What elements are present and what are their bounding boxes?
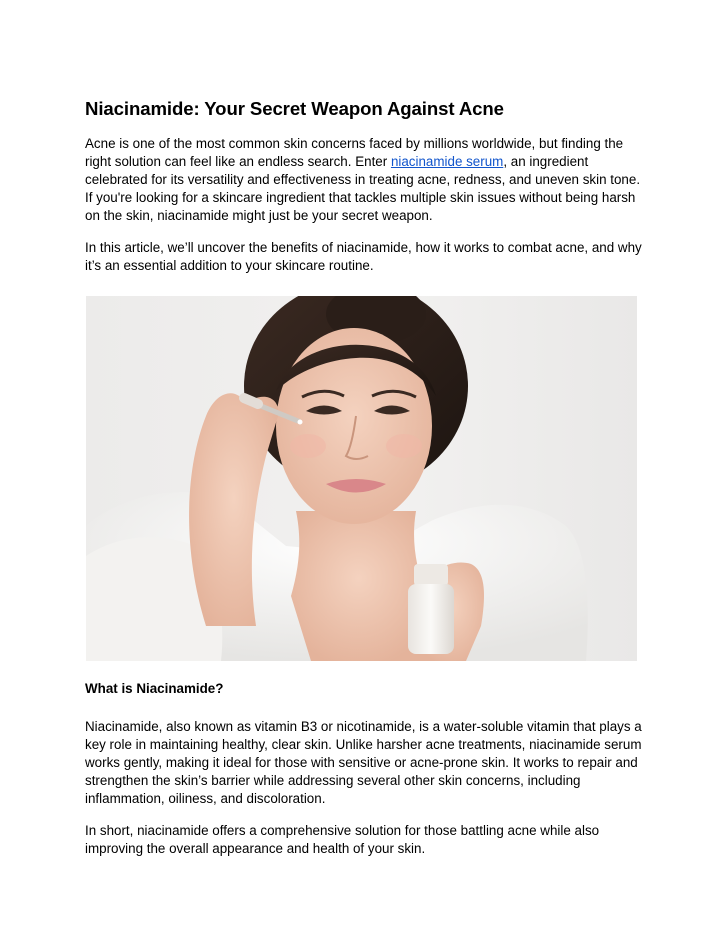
niacinamide-serum-link[interactable]: niacinamide serum bbox=[390, 154, 504, 169]
article-title: Niacinamide: Your Secret Weapon Against Acne bbox=[85, 98, 504, 119]
section-paragraph-2: In short, niacinamide offers a comprehensive solution for those battling acne while also improving the overall appearance and health of your skin. bbox=[85, 823, 600, 856]
intro-paragraph bbox=[85, 135, 645, 225]
intro-text-start: Acne is one of the most common skin concerns faced by millions worldwide, but finding the right solution can feel like an endless search. Enter bbox=[85, 136, 624, 169]
article-body bbox=[85, 96, 645, 872]
photo-illustration bbox=[86, 296, 637, 661]
section-heading-what-is-niacinamide: What is Niacinamide? bbox=[85, 681, 224, 696]
intro-text-end: , an ingredient celebrated for its versatility and effectiveness in treating acne, redness, and uneven skin tone. If you're looking for a skincare ingredient that tackles multiple skin issues without being harsh on the skin, niacinamide might just be your secret weapon. bbox=[85, 154, 641, 223]
woman-applying-serum-photo bbox=[86, 296, 637, 661]
overview-paragraph: In this article, we’ll uncover the benefits of niacinamide, how it works to combat acne, and why it’s an essential addition to your skincare routine. bbox=[85, 240, 642, 273]
section-paragraph-1: Niacinamide, also known as vitamin B3 or nicotinamide, is a water-soluble vitamin that plays a key role in maintaining healthy, clear skin. Unlike harsher acne treatments, niacinamide serum works gently, making it ideal for those with sensitive or acne-prone skin. It works to repair and strengthen the skin’s barrier while addressing several other skin concerns, including inflammation, oiliness, and discoloration. bbox=[85, 719, 642, 806]
